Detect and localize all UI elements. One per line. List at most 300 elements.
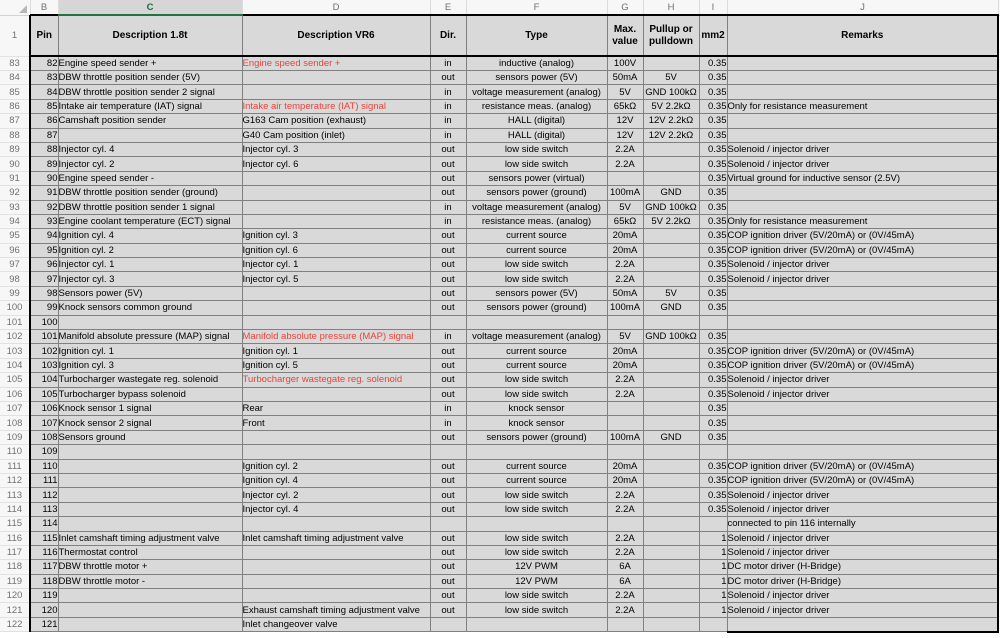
cell-pin[interactable]: 110 [30, 459, 58, 473]
cell-dir[interactable] [430, 617, 466, 631]
cell-dir[interactable]: out [430, 286, 466, 300]
cell-max-value[interactable]: 5V [607, 200, 643, 214]
cell-type[interactable]: 12V PWM [466, 560, 607, 574]
cell-max-value[interactable]: 2.2A [607, 272, 643, 286]
cell-remarks[interactable] [727, 85, 998, 99]
cell-dir[interactable] [430, 517, 466, 531]
cell-description-vr6[interactable] [242, 430, 430, 444]
column-header-c[interactable]: C [58, 0, 242, 15]
cell-remarks[interactable]: Only for resistance measurement [727, 99, 998, 113]
cell-mm2[interactable]: 0.35 [699, 114, 727, 128]
cell-type[interactable]: voltage measurement (analog) [466, 330, 607, 344]
cell-pullup-pulldown[interactable]: 5V [643, 286, 699, 300]
cell-remarks[interactable]: COP ignition driver (5V/20mA) or (0V/45mA) [727, 459, 998, 473]
cell-max-value[interactable]: 65kΩ [607, 214, 643, 228]
cell-remarks[interactable] [727, 315, 998, 329]
cell-description-vr6[interactable]: Engine speed sender + [242, 56, 430, 71]
row-header[interactable]: 97 [0, 258, 30, 272]
cell-mm2[interactable]: 0.35 [699, 502, 727, 516]
cell-pullup-pulldown[interactable]: GND 100kΩ [643, 330, 699, 344]
cell-max-value[interactable]: 50mA [607, 286, 643, 300]
row-header[interactable]: 109 [0, 430, 30, 444]
cell-pin[interactable]: 83 [30, 71, 58, 85]
cell-description-vr6[interactable]: Inlet camshaft timing adjustment valve [242, 531, 430, 545]
cell-mm2[interactable]: 0.35 [699, 200, 727, 214]
row-header[interactable]: 85 [0, 85, 30, 99]
cell-description-18t[interactable] [58, 445, 242, 459]
cell-description-vr6[interactable]: Rear [242, 401, 430, 415]
cell-pin[interactable]: 108 [30, 430, 58, 444]
cell-description-vr6[interactable] [242, 387, 430, 401]
cell-type[interactable]: low side switch [466, 142, 607, 156]
cell-pin[interactable]: 88 [30, 142, 58, 156]
cell-description-18t[interactable]: Ignition cyl. 1 [58, 344, 242, 358]
row-header[interactable]: 86 [0, 99, 30, 113]
cell-pin[interactable]: 95 [30, 243, 58, 257]
cell-pin[interactable]: 91 [30, 186, 58, 200]
cell-max-value[interactable]: 2.2A [607, 387, 643, 401]
cell-remarks[interactable]: Solenoid / injector driver [727, 531, 998, 545]
cell-description-vr6[interactable]: Injector cyl. 2 [242, 488, 430, 502]
cell-description-18t[interactable]: Knock sensor 2 signal [58, 416, 242, 430]
cell-mm2[interactable] [699, 315, 727, 329]
cell-description-18t[interactable]: DBW throttle position sender (ground) [58, 186, 242, 200]
cell-pin[interactable]: 94 [30, 229, 58, 243]
cell-max-value[interactable]: 2.2A [607, 488, 643, 502]
cell-pin[interactable]: 116 [30, 545, 58, 559]
cell-description-18t[interactable]: Injector cyl. 2 [58, 157, 242, 171]
cell-pullup-pulldown[interactable]: 5V 2.2kΩ [643, 214, 699, 228]
cell-mm2[interactable]: 0.35 [699, 157, 727, 171]
cell-pin[interactable]: 120 [30, 603, 58, 617]
cell-description-vr6[interactable] [242, 574, 430, 588]
cell-pin[interactable]: 106 [30, 401, 58, 415]
cell-mm2[interactable]: 0.35 [699, 387, 727, 401]
cell-type[interactable]: sensors power (ground) [466, 301, 607, 315]
cell-description-18t[interactable]: Injector cyl. 3 [58, 272, 242, 286]
cell-description-vr6[interactable] [242, 214, 430, 228]
cell-description-18t[interactable]: DBW throttle motor + [58, 560, 242, 574]
cell-description-vr6[interactable] [242, 301, 430, 315]
cell-type[interactable]: low side switch [466, 272, 607, 286]
cell-pullup-pulldown[interactable] [643, 171, 699, 185]
cell-remarks[interactable]: DC motor driver (H-Bridge) [727, 560, 998, 574]
cell-type[interactable] [466, 617, 607, 631]
cell-dir[interactable]: out [430, 258, 466, 272]
cell-description-vr6[interactable] [242, 315, 430, 329]
cell-dir[interactable]: out [430, 387, 466, 401]
row-header[interactable]: 103 [0, 344, 30, 358]
cell-description-18t[interactable]: Thermostat control [58, 545, 242, 559]
cell-description-vr6[interactable] [242, 200, 430, 214]
cell-pullup-pulldown[interactable] [643, 229, 699, 243]
row-header[interactable]: 111 [0, 459, 30, 473]
cell-pullup-pulldown[interactable] [643, 459, 699, 473]
cell-description-18t[interactable]: Ignition cyl. 2 [58, 243, 242, 257]
cell-description-18t[interactable]: Sensors power (5V) [58, 286, 242, 300]
cell-description-18t[interactable] [58, 128, 242, 142]
cell-pullup-pulldown[interactable] [643, 517, 699, 531]
row-header[interactable]: 84 [0, 71, 30, 85]
cell-remarks[interactable] [727, 330, 998, 344]
cell-max-value[interactable]: 65kΩ [607, 99, 643, 113]
cell-dir[interactable]: out [430, 459, 466, 473]
cell-description-vr6[interactable]: Front [242, 416, 430, 430]
cell-description-vr6[interactable] [242, 85, 430, 99]
cell-dir[interactable]: out [430, 358, 466, 372]
cell-pin[interactable]: 82 [30, 56, 58, 71]
cell-description-vr6[interactable]: Exhaust camshaft timing adjustment valve [242, 603, 430, 617]
cell-pin[interactable]: 96 [30, 258, 58, 272]
cell-type[interactable]: low side switch [466, 502, 607, 516]
cell-pin[interactable]: 111 [30, 473, 58, 487]
cell-dir[interactable]: out [430, 589, 466, 603]
cell-pullup-pulldown[interactable]: 12V 2.2kΩ [643, 128, 699, 142]
cell-mm2[interactable]: 0.35 [699, 301, 727, 315]
cell-pullup-pulldown[interactable]: GND [643, 301, 699, 315]
cell-pin[interactable]: 104 [30, 373, 58, 387]
cell-mm2[interactable]: 0.35 [699, 401, 727, 415]
cell-mm2[interactable]: 0.35 [699, 459, 727, 473]
cell-mm2[interactable]: 0.35 [699, 430, 727, 444]
cell-remarks[interactable]: Solenoid / injector driver [727, 488, 998, 502]
row-header[interactable]: 117 [0, 545, 30, 559]
cell-description-vr6[interactable]: Ignition cyl. 2 [242, 459, 430, 473]
cell-type[interactable]: low side switch [466, 387, 607, 401]
cell-pullup-pulldown[interactable]: GND [643, 186, 699, 200]
row-header[interactable]: 101 [0, 315, 30, 329]
cell-dir[interactable]: in [430, 401, 466, 415]
cell-description-vr6[interactable]: G163 Cam position (exhaust) [242, 114, 430, 128]
cell-pullup-pulldown[interactable]: 12V 2.2kΩ [643, 114, 699, 128]
cell-max-value[interactable] [607, 171, 643, 185]
row-header[interactable]: 108 [0, 416, 30, 430]
cell-max-value[interactable]: 20mA [607, 344, 643, 358]
cell-remarks[interactable]: COP ignition driver (5V/20mA) or (0V/45mA) [727, 243, 998, 257]
cell-max-value[interactable]: 5V [607, 330, 643, 344]
cell-description-18t[interactable] [58, 502, 242, 516]
cell-pin[interactable]: 86 [30, 114, 58, 128]
row-header[interactable]: 120 [0, 589, 30, 603]
cell-dir[interactable]: out [430, 531, 466, 545]
cell-description-vr6[interactable]: Injector cyl. 6 [242, 157, 430, 171]
cell-dir[interactable]: out [430, 301, 466, 315]
row-header[interactable]: 116 [0, 531, 30, 545]
cell-type[interactable]: current source [466, 459, 607, 473]
cell-mm2[interactable]: 0.35 [699, 272, 727, 286]
cell-mm2[interactable]: 1 [699, 603, 727, 617]
cell-max-value[interactable]: 2.2A [607, 531, 643, 545]
cell-max-value[interactable]: 6A [607, 574, 643, 588]
cell-type[interactable]: current source [466, 358, 607, 372]
cell-type[interactable]: sensors power (5V) [466, 71, 607, 85]
cell-type[interactable]: current source [466, 243, 607, 257]
cell-pullup-pulldown[interactable] [643, 531, 699, 545]
cell-mm2[interactable] [699, 617, 727, 631]
cell-max-value[interactable]: 2.2A [607, 142, 643, 156]
cell-description-vr6[interactable] [242, 186, 430, 200]
cell-dir[interactable]: in [430, 99, 466, 113]
cell-pullup-pulldown[interactable]: GND 100kΩ [643, 85, 699, 99]
cell-remarks[interactable] [727, 114, 998, 128]
cell-max-value[interactable] [607, 617, 643, 631]
cell-remarks[interactable]: Solenoid / injector driver [727, 603, 998, 617]
cell-pin[interactable]: 119 [30, 589, 58, 603]
cell-remarks[interactable]: Solenoid / injector driver [727, 142, 998, 156]
cell-type[interactable]: knock sensor [466, 401, 607, 415]
cell-mm2[interactable]: 0.35 [699, 258, 727, 272]
row-header[interactable]: 122 [0, 617, 30, 631]
cell-pullup-pulldown[interactable] [643, 401, 699, 415]
column-header-f[interactable]: F [466, 0, 607, 15]
cell-dir[interactable]: out [430, 229, 466, 243]
cell-type[interactable]: voltage measurement (analog) [466, 200, 607, 214]
cell-mm2[interactable]: 0.35 [699, 416, 727, 430]
row-header[interactable]: 91 [0, 171, 30, 185]
cell-mm2[interactable]: 0.35 [699, 186, 727, 200]
cell-mm2[interactable]: 0.35 [699, 243, 727, 257]
cell-pin[interactable]: 90 [30, 171, 58, 185]
cell-mm2[interactable]: 0.35 [699, 358, 727, 372]
cell-description-18t[interactable]: Manifold absolute pressure (MAP) signal [58, 330, 242, 344]
cell-dir[interactable]: out [430, 142, 466, 156]
cell-description-18t[interactable] [58, 315, 242, 329]
cell-mm2[interactable]: 0.35 [699, 344, 727, 358]
cell-description-18t[interactable]: Engine speed sender - [58, 171, 242, 185]
cell-max-value[interactable] [607, 401, 643, 415]
cell-mm2[interactable]: 0.35 [699, 128, 727, 142]
cell-type[interactable]: inductive (analog) [466, 56, 607, 71]
cell-remarks[interactable]: connected to pin 116 internally [727, 517, 998, 531]
cell-mm2[interactable]: 1 [699, 560, 727, 574]
row-header[interactable]: 88 [0, 128, 30, 142]
cell-type[interactable]: low side switch [466, 531, 607, 545]
cell-dir[interactable]: in [430, 114, 466, 128]
cell-remarks[interactable]: Virtual ground for inductive sensor (2.5V) [727, 171, 998, 185]
cell-pin[interactable]: 87 [30, 128, 58, 142]
cell-dir[interactable]: out [430, 272, 466, 286]
cell-type[interactable]: low side switch [466, 373, 607, 387]
cell-remarks[interactable]: COP ignition driver (5V/20mA) or (0V/45mA) [727, 229, 998, 243]
cell-remarks[interactable] [727, 401, 998, 415]
cell-description-vr6[interactable]: Injector cyl. 5 [242, 272, 430, 286]
cell-pullup-pulldown[interactable] [643, 315, 699, 329]
row-header-1[interactable]: 1 [0, 15, 30, 56]
cell-mm2[interactable]: 0.35 [699, 373, 727, 387]
cell-pullup-pulldown[interactable] [643, 589, 699, 603]
cell-remarks[interactable] [727, 71, 998, 85]
row-header[interactable]: 99 [0, 286, 30, 300]
cell-mm2[interactable]: 1 [699, 589, 727, 603]
cell-mm2[interactable]: 0.35 [699, 229, 727, 243]
cell-max-value[interactable]: 2.2A [607, 589, 643, 603]
cell-remarks[interactable] [727, 445, 998, 459]
cell-dir[interactable]: out [430, 171, 466, 185]
row-header[interactable]: 89 [0, 142, 30, 156]
cell-max-value[interactable]: 5V [607, 85, 643, 99]
cell-remarks[interactable]: Solenoid / injector driver [727, 157, 998, 171]
cell-type[interactable]: HALL (digital) [466, 114, 607, 128]
row-header[interactable]: 93 [0, 200, 30, 214]
cell-pullup-pulldown[interactable] [643, 488, 699, 502]
cell-description-18t[interactable]: Engine coolant temperature (ECT) signal [58, 214, 242, 228]
cell-description-18t[interactable]: Intake air temperature (IAT) signal [58, 99, 242, 113]
cell-description-18t[interactable]: Knock sensors common ground [58, 301, 242, 315]
cell-dir[interactable]: in [430, 330, 466, 344]
cell-dir[interactable] [430, 315, 466, 329]
cell-pullup-pulldown[interactable] [643, 502, 699, 516]
cell-pin[interactable]: 89 [30, 157, 58, 171]
cell-dir[interactable]: in [430, 200, 466, 214]
cell-pin[interactable]: 105 [30, 387, 58, 401]
cell-pullup-pulldown[interactable] [643, 358, 699, 372]
cell-pullup-pulldown[interactable] [643, 157, 699, 171]
cell-remarks[interactable]: Solenoid / injector driver [727, 387, 998, 401]
cell-pullup-pulldown[interactable] [643, 56, 699, 71]
cell-description-18t[interactable] [58, 473, 242, 487]
row-header[interactable]: 112 [0, 473, 30, 487]
cell-mm2[interactable]: 0.35 [699, 286, 727, 300]
cell-pullup-pulldown[interactable]: GND [643, 430, 699, 444]
row-header[interactable]: 110 [0, 445, 30, 459]
cell-pin[interactable]: 113 [30, 502, 58, 516]
row-header[interactable]: 114 [0, 502, 30, 516]
cell-type[interactable]: low side switch [466, 589, 607, 603]
row-header[interactable]: 121 [0, 603, 30, 617]
cell-description-18t[interactable] [58, 589, 242, 603]
cell-type[interactable]: low side switch [466, 545, 607, 559]
cell-remarks[interactable]: Solenoid / injector driver [727, 589, 998, 603]
cell-pin[interactable]: 107 [30, 416, 58, 430]
cell-description-vr6[interactable] [242, 560, 430, 574]
row-header[interactable]: 95 [0, 229, 30, 243]
cell-dir[interactable]: out [430, 344, 466, 358]
cell-remarks[interactable] [727, 617, 998, 631]
cell-type[interactable]: 12V PWM [466, 574, 607, 588]
cell-remarks[interactable]: Solenoid / injector driver [727, 272, 998, 286]
cell-dir[interactable]: out [430, 243, 466, 257]
cell-pullup-pulldown[interactable]: 5V [643, 71, 699, 85]
cell-max-value[interactable]: 2.2A [607, 603, 643, 617]
cell-pin[interactable]: 84 [30, 85, 58, 99]
cell-description-vr6[interactable]: Ignition cyl. 5 [242, 358, 430, 372]
cell-pullup-pulldown[interactable] [643, 445, 699, 459]
cell-dir[interactable]: out [430, 560, 466, 574]
cell-description-18t[interactable]: DBW throttle position sender 2 signal [58, 85, 242, 99]
cell-dir[interactable]: out [430, 186, 466, 200]
cell-pullup-pulldown[interactable] [643, 473, 699, 487]
row-header[interactable]: 98 [0, 272, 30, 286]
cell-type[interactable]: sensors power (ground) [466, 430, 607, 444]
cell-mm2[interactable]: 0.35 [699, 488, 727, 502]
cell-pin[interactable]: 112 [30, 488, 58, 502]
cell-mm2[interactable]: 1 [699, 545, 727, 559]
cell-mm2[interactable]: 0.35 [699, 142, 727, 156]
column-header-g[interactable]: G [607, 0, 643, 15]
cell-description-vr6[interactable] [242, 517, 430, 531]
cell-remarks[interactable]: Solenoid / injector driver [727, 502, 998, 516]
cell-max-value[interactable]: 20mA [607, 459, 643, 473]
cell-dir[interactable]: in [430, 85, 466, 99]
column-header-d[interactable]: D [242, 0, 430, 15]
cell-pin[interactable]: 97 [30, 272, 58, 286]
cell-pullup-pulldown[interactable] [643, 373, 699, 387]
cell-remarks[interactable] [727, 186, 998, 200]
cell-mm2[interactable]: 0.35 [699, 71, 727, 85]
cell-description-18t[interactable]: Ignition cyl. 3 [58, 358, 242, 372]
cell-description-vr6[interactable]: Ignition cyl. 1 [242, 344, 430, 358]
cell-description-18t[interactable]: Turbocharger bypass solenoid [58, 387, 242, 401]
cell-max-value[interactable] [607, 517, 643, 531]
cell-max-value[interactable]: 20mA [607, 473, 643, 487]
cell-pullup-pulldown[interactable] [643, 416, 699, 430]
row-header[interactable]: 90 [0, 157, 30, 171]
cell-description-18t[interactable]: Inlet camshaft timing adjustment valve [58, 531, 242, 545]
cell-type[interactable] [466, 517, 607, 531]
row-header[interactable]: 102 [0, 330, 30, 344]
cell-mm2[interactable]: 0.35 [699, 330, 727, 344]
cell-remarks[interactable]: Solenoid / injector driver [727, 545, 998, 559]
cell-max-value[interactable]: 12V [607, 114, 643, 128]
cell-description-vr6[interactable]: Intake air temperature (IAT) signal [242, 99, 430, 113]
cell-pin[interactable]: 101 [30, 330, 58, 344]
cell-pullup-pulldown[interactable] [643, 574, 699, 588]
column-header-h[interactable]: H [643, 0, 699, 15]
cell-pullup-pulldown[interactable]: 5V 2.2kΩ [643, 99, 699, 113]
cell-type[interactable]: low side switch [466, 603, 607, 617]
cell-type[interactable]: current source [466, 473, 607, 487]
cell-max-value[interactable]: 50mA [607, 71, 643, 85]
cell-dir[interactable]: out [430, 488, 466, 502]
row-header[interactable]: 105 [0, 373, 30, 387]
cell-remarks[interactable] [727, 128, 998, 142]
cell-description-18t[interactable]: Injector cyl. 1 [58, 258, 242, 272]
cell-description-18t[interactable]: DBW throttle motor - [58, 574, 242, 588]
cell-description-18t[interactable]: Engine speed sender + [58, 56, 242, 71]
cell-remarks[interactable] [727, 416, 998, 430]
cell-type[interactable]: sensors power (virtual) [466, 171, 607, 185]
cell-type[interactable]: HALL (digital) [466, 128, 607, 142]
cell-max-value[interactable] [607, 416, 643, 430]
cell-dir[interactable]: out [430, 373, 466, 387]
row-header[interactable]: 104 [0, 358, 30, 372]
cell-pin[interactable]: 117 [30, 560, 58, 574]
cell-dir[interactable]: out [430, 603, 466, 617]
cell-description-18t[interactable]: Injector cyl. 4 [58, 142, 242, 156]
cell-description-18t[interactable]: Turbocharger wastegate reg. solenoid [58, 373, 242, 387]
cell-dir[interactable]: in [430, 128, 466, 142]
cell-type[interactable]: resistance meas. (analog) [466, 99, 607, 113]
cell-max-value[interactable]: 100mA [607, 430, 643, 444]
cell-max-value[interactable]: 2.2A [607, 258, 643, 272]
cell-type[interactable]: knock sensor [466, 416, 607, 430]
column-header-e[interactable]: E [430, 0, 466, 15]
cell-pin[interactable]: 118 [30, 574, 58, 588]
cell-description-vr6[interactable]: Inlet changeover valve [242, 617, 430, 631]
cell-description-vr6[interactable]: Injector cyl. 4 [242, 502, 430, 516]
cell-remarks[interactable]: Only for resistance measurement [727, 214, 998, 228]
row-header[interactable]: 119 [0, 574, 30, 588]
cell-description-18t[interactable] [58, 603, 242, 617]
row-header[interactable]: 118 [0, 560, 30, 574]
cell-description-vr6[interactable] [242, 545, 430, 559]
row-header[interactable]: 87 [0, 114, 30, 128]
cell-dir[interactable]: out [430, 473, 466, 487]
cell-remarks[interactable] [727, 286, 998, 300]
cell-mm2[interactable] [699, 517, 727, 531]
cell-description-vr6[interactable]: Ignition cyl. 3 [242, 229, 430, 243]
cell-pullup-pulldown[interactable] [643, 258, 699, 272]
